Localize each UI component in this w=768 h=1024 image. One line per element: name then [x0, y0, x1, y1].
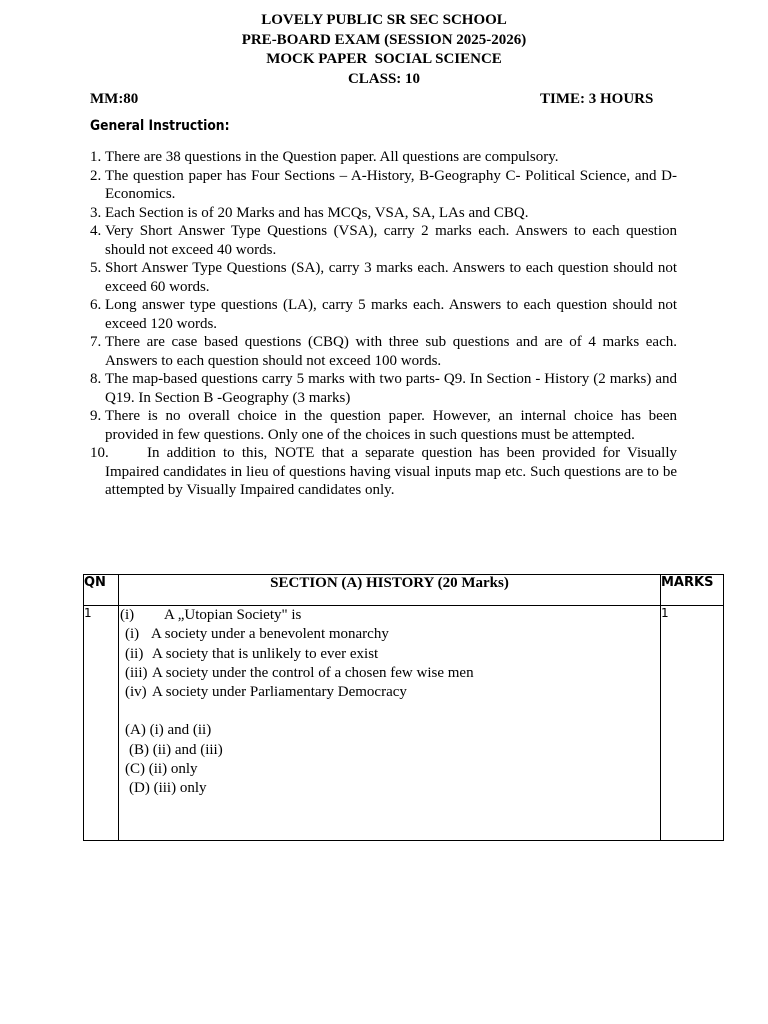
spacer	[119, 702, 660, 721]
time-allowed: TIME: 3 HOURS	[540, 91, 654, 107]
instruction-item: 2. The question paper has Four Sections – A-History, B-Geography C- Political Science, and D-Economics.	[90, 167, 677, 202]
instruction-item: 1. There are 38 questions in the Question paper. All questions are compulsory.	[90, 149, 559, 165]
instruction-item: 4. Very Short Answer Type Questions (VSA), carry 2 marks each. Answers to each question should not exceed 40 words.	[90, 223, 677, 258]
question-number: 1	[84, 606, 119, 841]
answer-choice: (A) (i) and (ii)	[125, 722, 212, 739]
paper-title: MOCK PAPER SOCIAL SCIENCE	[266, 51, 502, 67]
question-marks: 1	[661, 606, 724, 841]
table-row	[84, 606, 724, 841]
instruction-item: 10. In addition to this, NOTE that a separate question has been provided for Visually Impaired candidates in lieu of questions having visual inputs map etc. Such questions are to be attempted by Visually Impaired candidates only.	[90, 445, 677, 498]
exam-title: PRE-BOARD EXAM (SESSION 2025-2026)	[241, 32, 527, 48]
answer-choice: (B) (ii) and (iii)	[129, 741, 223, 758]
answer-choice: (D) (iii) only	[129, 780, 207, 797]
marks-header: MARKS	[661, 575, 724, 606]
instruction-item: 5. Short Answer Type Questions (SA), carry 3 marks each. Answers to each question should not exceed 60 words.	[90, 260, 677, 295]
class-label: CLASS: 10	[347, 71, 421, 87]
instruction-item: 6. Long answer type questions (LA), carry 5 marks each. Answers to each question should not exceed 120 words.	[90, 297, 677, 332]
general-instruction-title: General Instruction:	[90, 118, 230, 134]
instruction-item: 7. There are case based questions (CBQ) with three sub questions and are of 4 marks each. Answers to each question should not exceed 100 words.	[90, 334, 677, 369]
table-header-row	[84, 575, 724, 606]
school-name: LOVELY PUBLIC SR SEC SCHOOL	[261, 12, 507, 28]
section-header: SECTION (A) HISTORY (20 Marks)	[119, 575, 661, 606]
question-stem: (i) A „Utopian Society" is	[120, 607, 302, 623]
option-item: (iv) A society under Parliamentary Democracy	[125, 684, 407, 701]
qn-header: QN	[84, 575, 119, 606]
instruction-item: 8. The map-based questions carry 5 marks with two parts- Q9. In Section - History (2 marks) and Q19. In Section B -Geography (3 marks)	[90, 371, 677, 406]
option-item: (ii) A society that is unlikely to ever exist	[125, 645, 379, 662]
instruction-list	[90, 148, 677, 500]
answer-choice: (C) (ii) only	[125, 761, 198, 778]
instruction-item: 3. Each Section is of 20 Marks and has MCQs, VSA, SA, LAs and CBQ.	[90, 204, 529, 221]
option-item: (i) A society under a benevolent monarchy	[125, 626, 389, 643]
question-body	[119, 606, 661, 841]
max-marks: MM:80	[90, 91, 139, 107]
instruction-item: 9. There is no overall choice in the question paper. However, an internal choice has been provided in few questions. Only one of the choices in such questions must be attempted.	[90, 408, 677, 443]
question-table	[83, 574, 724, 841]
option-item: (iii) A society under the control of a chosen few wise men	[125, 664, 474, 681]
